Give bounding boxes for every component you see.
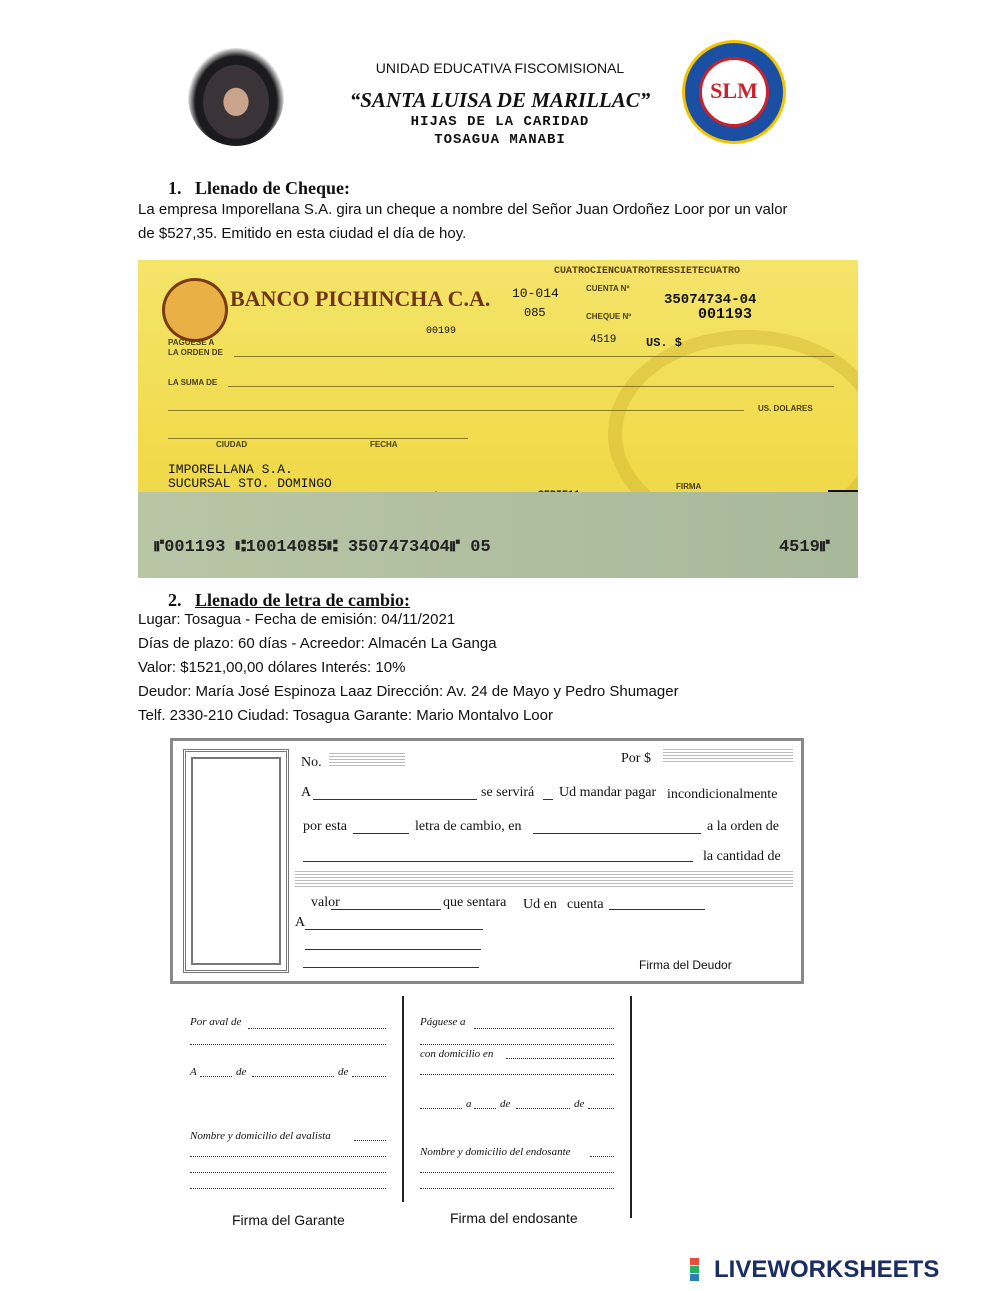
avalista-field[interactable]: [354, 1140, 386, 1141]
por-aval-label: Por aval de: [190, 1016, 242, 1028]
micr-right: 4519⑈: [778, 538, 830, 557]
cheque-number-label: CHEQUE Nº: [586, 312, 632, 321]
letra-no-label: No.: [301, 755, 322, 770]
pay-to-label1: PAGUESE A: [168, 338, 215, 347]
company-name: IMPORELLANA S.A.: [168, 462, 293, 477]
endosante-field3[interactable]: [420, 1188, 614, 1189]
letra-plazo-field[interactable]: [353, 833, 409, 834]
por-aval-field2[interactable]: [190, 1044, 386, 1045]
letra-la-cantidad: la cantidad de: [703, 849, 781, 864]
pay-to-line[interactable]: [234, 356, 834, 357]
firma-endosante: Firma del endosante: [450, 1210, 578, 1226]
section1-heading: [168, 178, 350, 199]
seal-letters: SLM: [710, 78, 758, 103]
firma-garante: Firma del Garante: [232, 1212, 345, 1228]
school-type: UNIDAD EDUCATIVA FISCOMISIONAL: [375, 60, 625, 76]
letra-cuenta: cuenta: [567, 897, 604, 912]
letra-por-label: Por $: [621, 751, 651, 766]
letra-ud-mandar: Ud mandar pagar: [559, 785, 657, 800]
letra-a-field[interactable]: [313, 799, 477, 800]
letra-deudor-line2[interactable]: [305, 949, 481, 950]
back-divider-left: [402, 996, 404, 1202]
letra-ud-en: Ud en: [523, 897, 557, 912]
sum-line2[interactable]: [168, 410, 744, 411]
letra-cuenta-field[interactable]: [609, 909, 705, 910]
sum-label: LA SUMA DE: [168, 378, 218, 387]
letra-que-sentara: que sentara: [443, 895, 507, 910]
aval-de1-field[interactable]: [252, 1076, 334, 1077]
section2-line2: Días de plazo: 60 días - Acreedor: Almacén La Ganga: [138, 635, 497, 652]
letra-cantidad-field[interactable]: [295, 871, 793, 889]
con-domicilio-label: con domicilio en: [420, 1048, 494, 1060]
letra-amount-field[interactable]: [663, 749, 793, 763]
letra-a2-label: A: [295, 915, 306, 930]
letra-valor-field[interactable]: [331, 909, 441, 910]
section1-line2: de $527,35. Emitido en esta ciudad el día de hoy.: [138, 225, 467, 242]
letra-a-la-orden: a la orden de: [707, 819, 779, 834]
school-subtitle: HIJAS DE LA CARIDAD: [410, 114, 590, 130]
section2-line1: Lugar: Tosagua - Fecha de emisión: 04/11/2021: [138, 611, 456, 628]
cheque-code1: 00199: [426, 326, 457, 337]
domicilio-field[interactable]: [506, 1058, 614, 1059]
letra-deudor-line3[interactable]: [303, 967, 479, 968]
avalista-field3[interactable]: [190, 1172, 386, 1173]
section2-title: Llenado de letra de cambio:: [195, 590, 410, 610]
dollars-label: US. DOLARES: [758, 404, 813, 413]
school-location: TOSAGUA MANABI: [434, 132, 566, 148]
letra-de-cambio-label: letra de cambio, en: [415, 819, 522, 834]
section1-title: Llenado de Cheque:: [195, 178, 351, 198]
endoso-lugar-field[interactable]: [420, 1108, 462, 1109]
currency-label: US. $: [646, 336, 683, 350]
cheque-image: [138, 260, 858, 578]
letra-por-esta: por esta: [303, 819, 347, 834]
account-label: CUENTA Nº: [586, 284, 630, 293]
aval-a-label: A: [190, 1066, 197, 1078]
aval-de2-label: de: [338, 1066, 349, 1078]
endoso-anio-field[interactable]: [588, 1108, 614, 1109]
liveworksheets-icon: [690, 1258, 710, 1282]
cheque-number: 001193: [698, 306, 753, 323]
aval-de2-field[interactable]: [352, 1076, 386, 1077]
domicilio-field2[interactable]: [420, 1074, 614, 1075]
back-divider-right: [630, 996, 632, 1218]
avalista-field4[interactable]: [190, 1188, 386, 1189]
cheque-code2: 4519: [590, 334, 617, 346]
account-number: 35074734-04: [664, 292, 757, 308]
cheque-office: 085: [524, 306, 546, 320]
section2-line5: Telf. 2330-210 Ciudad: Tosagua Garante: Mario Montalvo Loor: [138, 707, 553, 724]
aval-de1-label: de: [236, 1066, 247, 1078]
date-label: FECHA: [370, 440, 398, 449]
pay-to-label2: LA ORDEN DE: [168, 348, 223, 357]
letra-valor-label: valor: [311, 895, 340, 910]
school-seal-logo: [682, 40, 786, 144]
paguese-label: Páguese a: [420, 1016, 466, 1028]
nombre-avalista-label: Nombre y domicilio del avalista: [190, 1130, 331, 1142]
bank-logo-icon: [162, 278, 228, 342]
bank-name: BANCO PICHINCHA C.A.: [230, 286, 491, 311]
letra-ud-blank[interactable]: [543, 799, 553, 800]
endoso-mes-field[interactable]: [516, 1108, 570, 1109]
letra-stamp-box: [183, 749, 289, 973]
micr-line: ⑈001193 ⑆10014085⑆ 35074734O4⑈ 05: [154, 538, 491, 557]
por-aval-field[interactable]: [248, 1028, 386, 1029]
cheque-amount-code: CUATROCIENCUATROTRESSIETECUATRO: [554, 266, 741, 277]
endoso-de1-label: de: [500, 1098, 511, 1110]
avalista-field2[interactable]: [190, 1156, 386, 1157]
endosante-field[interactable]: [590, 1156, 614, 1157]
endoso-de2-label: de: [574, 1098, 585, 1110]
sum-line1[interactable]: [228, 386, 834, 387]
section1-line1: La empresa Imporellana S.A. gira un cheque a nombre del Señor Juan Ordoñez Loor por un valor: [138, 201, 788, 218]
section2-line3: Valor: $1521,00,00 dólares Interés: 10%: [138, 659, 406, 676]
section1-number: 1.: [168, 178, 182, 198]
city-label: CIUDAD: [216, 440, 248, 449]
letra-a-label: A: [301, 785, 312, 800]
endoso-dia-field[interactable]: [474, 1108, 496, 1109]
school-name: “SANTA LUISA DE MARILLAC”: [349, 88, 651, 112]
letra-no-field[interactable]: [329, 753, 405, 767]
city-date-line[interactable]: [168, 438, 468, 439]
nombre-endosante-label: Nombre y domicilio del endosante: [420, 1146, 571, 1158]
sign-label: FIRMA: [676, 482, 702, 491]
company-branch: SUCURSAL STO. DOMINGO: [168, 476, 332, 491]
section2-line4: Deudor: María José Espinoza Laaz Dirección: Av. 24 de Mayo y Pedro Shumager: [138, 683, 679, 700]
letra-acreedor-field[interactable]: [303, 861, 693, 862]
cheque-branch-code: 10-014: [512, 286, 559, 301]
letra-se-servira: se servirá: [481, 785, 535, 800]
letra-incondicionalmente: incondicionalmente: [667, 787, 778, 802]
letra-firma-deudor: Firma del Deudor: [639, 958, 732, 972]
liveworksheets-text: LIVEWORKSHEETS: [714, 1256, 940, 1283]
letra-de-cambio-form: [170, 738, 804, 984]
saint-portrait: [188, 48, 284, 146]
paguese-field2[interactable]: [420, 1044, 614, 1045]
endosante-field2[interactable]: [420, 1172, 614, 1173]
section2-number: 2.: [168, 590, 182, 610]
letra-deudor-line1[interactable]: [305, 929, 483, 930]
aval-a-field[interactable]: [200, 1076, 232, 1077]
liveworksheets-logo: [696, 1256, 939, 1284]
paguese-field[interactable]: [474, 1028, 614, 1029]
endoso-a-label: a: [466, 1098, 472, 1110]
letra-lugar-field[interactable]: [533, 833, 701, 834]
